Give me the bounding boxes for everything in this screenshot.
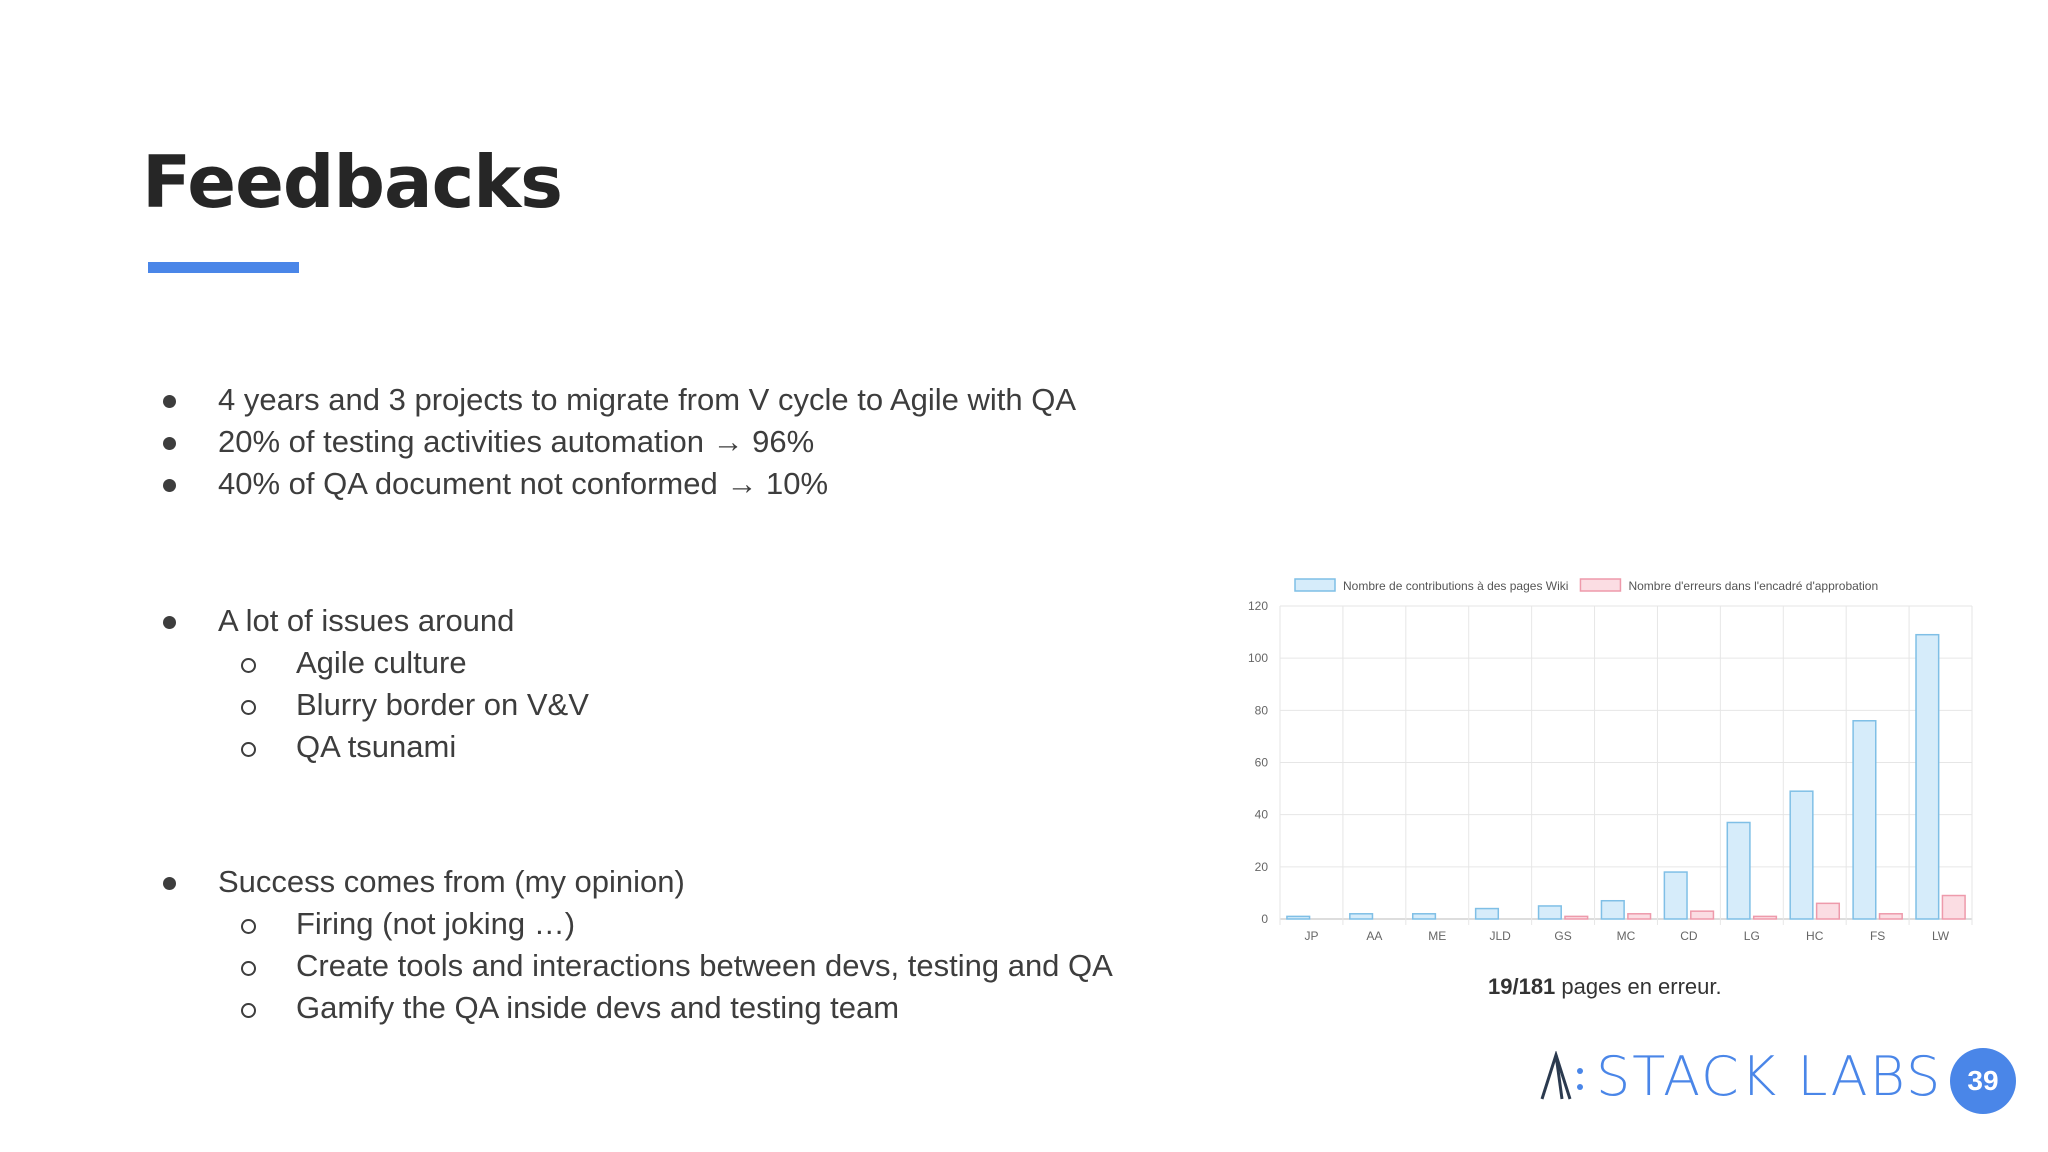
- x-tick-label: HC: [1806, 929, 1824, 943]
- x-tick-label: AA: [1366, 929, 1383, 943]
- sub-bullet-item: Gamify the QA inside devs and testing team: [296, 990, 900, 1025]
- y-tick-label: 60: [1254, 755, 1268, 770]
- bar-errors: [1691, 911, 1714, 919]
- bullet-item: A lot of issues around: [218, 603, 515, 638]
- bullet-circle-icon: [241, 919, 256, 934]
- bar-contributions: [1790, 791, 1813, 919]
- bullet-circle-icon: [241, 1003, 256, 1018]
- y-tick-label: 40: [1254, 807, 1268, 822]
- x-tick-label: ME: [1428, 929, 1447, 943]
- x-tick-label: MC: [1616, 929, 1636, 943]
- bullet-dot-icon: [163, 395, 176, 408]
- stack-labs-logo-icon: [1538, 1051, 1590, 1103]
- bar-chart: [1230, 575, 1990, 955]
- sub-bullet-item: Agile culture: [296, 645, 467, 680]
- stack-labs-logo: [1538, 1045, 1943, 1108]
- bullet-dot-icon: [163, 437, 176, 450]
- chart-caption: [1488, 974, 1722, 1000]
- y-tick-label: 0: [1261, 912, 1268, 926]
- bar-errors: [1817, 903, 1840, 919]
- legend-label: Nombre d'erreurs dans l'encadré d'approbation: [1628, 579, 1879, 593]
- legend-swatch: [1580, 579, 1620, 591]
- bullet-item: Success comes from (my opinion): [218, 864, 685, 899]
- bar-contributions: [1350, 914, 1373, 919]
- legend-swatch: [1295, 579, 1335, 591]
- bullet-item: 4 years and 3 projects to migrate from V cycle to Agile with QA: [218, 382, 1077, 417]
- bar-errors: [1942, 896, 1965, 919]
- bullet-circle-icon: [241, 658, 256, 673]
- bullet-circle-icon: [241, 700, 256, 715]
- bar-contributions: [1727, 822, 1750, 919]
- legend-label: Nombre de contributions à des pages Wiki: [1343, 579, 1569, 593]
- error-count: 19/181: [1488, 974, 1556, 999]
- x-tick-label: LG: [1743, 929, 1760, 943]
- x-tick-label: LW: [1931, 929, 1950, 943]
- bullet-dot-icon: [163, 616, 176, 629]
- bullet-dot-icon: [163, 877, 176, 890]
- bar-contributions: [1664, 872, 1687, 919]
- bar-errors: [1880, 914, 1903, 919]
- title-underline: [148, 262, 299, 273]
- y-tick-label: 20: [1254, 859, 1268, 874]
- x-tick-label: JLD: [1489, 929, 1511, 943]
- sub-bullet-item: QA tsunami: [296, 729, 457, 764]
- bar-contributions: [1601, 901, 1624, 919]
- y-tick-label: 100: [1247, 651, 1268, 666]
- bar-errors: [1628, 914, 1651, 919]
- bar-contributions: [1853, 721, 1876, 919]
- bullet-circle-icon: [241, 961, 256, 976]
- page-number-badge: 39: [1950, 1048, 2016, 1114]
- x-tick-label: FS: [1869, 929, 1886, 943]
- sub-bullet-item: Firing (not joking …): [296, 906, 576, 941]
- bar-contributions: [1287, 916, 1310, 919]
- caption-suffix: pages en erreur.: [1555, 974, 1722, 999]
- bullet-circle-icon: [241, 742, 256, 757]
- bar-contributions: [1539, 906, 1562, 919]
- bullet-dot-icon: [163, 479, 176, 492]
- sub-bullet-item: Blurry border on V&V: [296, 687, 589, 722]
- bar-errors: [1754, 916, 1777, 919]
- y-tick-label: 120: [1247, 599, 1268, 613]
- bullet-item: 40% of QA document not conformed → 10%: [218, 466, 829, 501]
- bullet-item: 20% of testing activities automation → 96%: [218, 424, 815, 459]
- bar-contributions: [1916, 635, 1939, 919]
- page-title: Feedbacks: [142, 140, 563, 224]
- x-tick-label: GS: [1554, 929, 1572, 943]
- bar-errors: [1565, 916, 1588, 919]
- bar-contributions: [1413, 914, 1436, 919]
- y-tick-label: 80: [1254, 703, 1268, 718]
- bar-contributions: [1476, 909, 1499, 919]
- x-tick-label: CD: [1680, 929, 1698, 943]
- x-tick-label: JP: [1304, 929, 1319, 943]
- sub-bullet-item: Create tools and interactions between devs, testing and QA: [296, 948, 1113, 983]
- logo-text: STACK LABS: [1596, 1045, 1943, 1108]
